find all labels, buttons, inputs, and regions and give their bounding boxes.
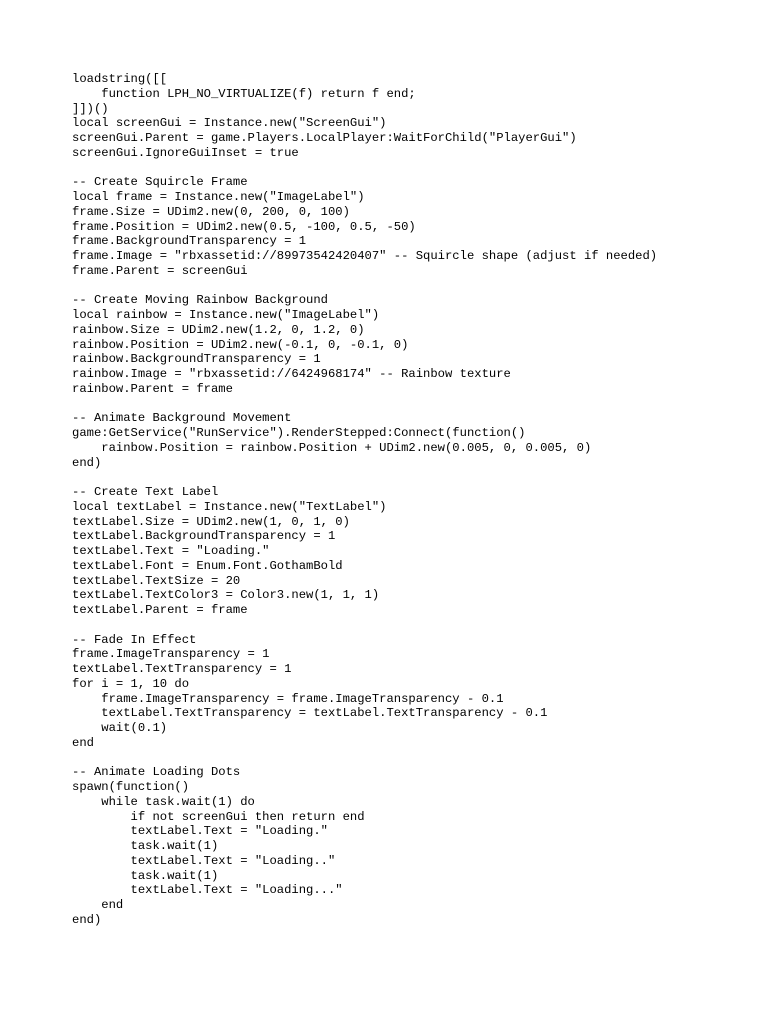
code-line: spawn(function() [72,780,190,794]
code-line: while task.wait(1) do [72,794,255,809]
code-line [72,279,732,294]
code-line: rainbow.Size = UDim2.new(1.2, 0, 1.2, 0) [72,322,365,337]
code-line: -- Fade In Effect [72,632,197,647]
code-line: -- Create Text Label [72,485,219,499]
code-line: textLabel.Text = "Loading.." [72,853,336,868]
code-line: end [72,898,124,912]
code-line: rainbow.Position = rainbow.Position + UDim2.new(0.005, 0, 0.005, 0) [72,440,592,455]
code-line: end) [72,455,102,470]
code-line [72,161,732,176]
code-line [72,470,732,485]
code-line: rainbow.Image = "rbxassetid://6424968174" -- Rainbow texture [72,367,511,381]
code-line: function LPH_NO_VIRTUALIZE(f) return f end; [72,86,416,101]
code-line: frame.Image = "rbxassetid://89973542420407" -- Squircle shape (adjust if needed) [72,249,658,263]
code-line: ]])() [72,101,109,116]
code-line: -- Animate Loading Dots [72,765,241,780]
code-line: rainbow.BackgroundTransparency = 1 [72,352,321,367]
code-line: textLabel.TextTransparency = 1 [72,662,292,676]
code-line: frame.BackgroundTransparency = 1 [72,234,307,249]
code-line: -- Create Moving Rainbow Background [72,293,328,308]
code-line: if not screenGui then return end [72,809,365,824]
code-line: end [72,735,94,750]
code-line: frame.ImageTransparency = frame.ImageTransparency - 0.1 [72,691,504,706]
code-line: screenGui.IgnoreGuiInset = true [72,145,299,160]
code-line: textLabel.TextSize = 20 [72,573,241,588]
code-line: frame.Position = UDim2.new(0.5, -100, 0.5, -50) [72,219,416,234]
code-line: rainbow.Parent = frame [72,381,233,396]
code-line: end) [72,912,102,927]
code-line: textLabel.TextColor3 = Color3.new(1, 1, 1) [72,588,380,603]
code-line: textLabel.Text = "Loading." [72,824,328,839]
code-line: -- Create Squircle Frame [72,175,248,190]
code-line: game:GetService("RunService").RenderStepped:Connect(function() [72,426,526,440]
code-line: textLabel.Text = "Loading." [72,544,270,558]
code-line: frame.Parent = screenGui [72,263,248,278]
code-line: textLabel.Size = UDim2.new(1, 0, 1, 0) [72,514,350,529]
code-line: task.wait(1) [72,839,219,853]
code-line: textLabel.BackgroundTransparency = 1 [72,529,336,544]
code-line: wait(0.1) [72,721,168,735]
code-line: -- Animate Background Movement [72,411,292,426]
code-line: loadstring([[ [72,72,168,86]
code-line: for i = 1, 10 do [72,676,190,691]
code-line [72,618,732,633]
code-line: screenGui.Parent = game.Players.LocalPlayer:WaitForChild("PlayerGui") [72,131,577,145]
code-line: local textLabel = Instance.new("TextLabel") [72,499,387,514]
code-line: frame.ImageTransparency = 1 [72,647,270,662]
code-line [72,397,732,412]
code-line: frame.Size = UDim2.new(0, 200, 0, 100) [72,204,350,219]
code-line: local screenGui = Instance.new("ScreenGui") [72,116,387,131]
code-line: textLabel.Parent = frame [72,603,248,617]
code-document [72,72,732,928]
code-line: textLabel.Font = Enum.Font.GothamBold [72,558,343,573]
code-line: local frame = Instance.new("ImageLabel") [72,190,365,204]
code-line: task.wait(1) [72,868,219,883]
code-line: local rainbow = Instance.new("ImageLabel") [72,308,380,322]
code-line [72,751,732,766]
code-line: rainbow.Position = UDim2.new(-0.1, 0, -0.1, 0) [72,337,409,352]
code-line: textLabel.TextTransparency = textLabel.TextTransparency - 0.1 [72,706,548,721]
code-line: textLabel.Text = "Loading..." [72,883,343,898]
